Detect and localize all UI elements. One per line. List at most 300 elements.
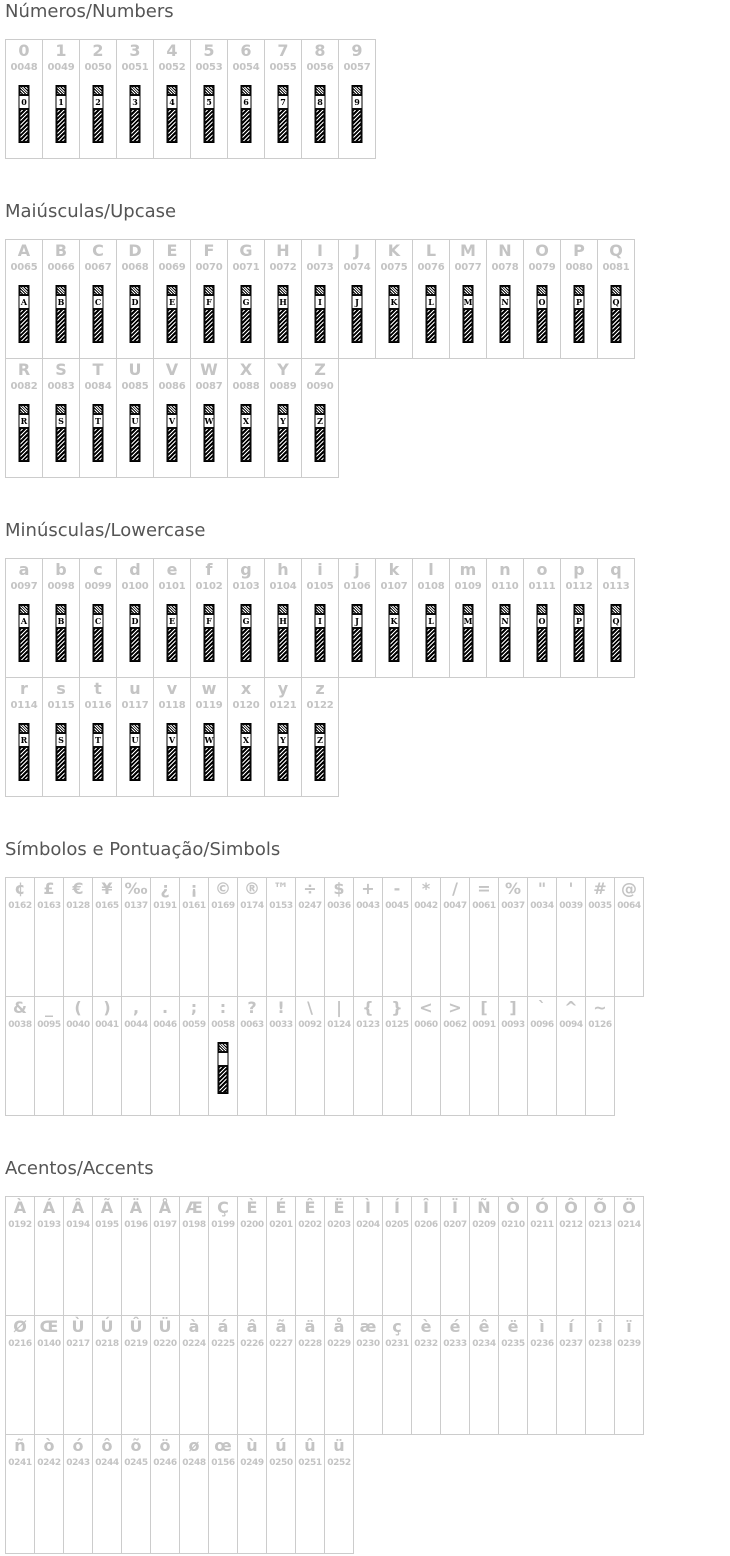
character-label: € [72,879,84,898]
character-label: ` [538,998,546,1017]
character-label: ä [304,1317,316,1336]
glyph-row [6,240,635,359]
character-label: k [388,560,400,579]
font-glyph-preview [278,285,289,343]
character-label: ã [275,1317,287,1336]
character-code: 0063 [240,1020,264,1030]
font-glyph-preview [56,604,67,662]
glyph-cell [209,1316,238,1435]
character-code: 0234 [472,1339,496,1349]
font-glyph-preview [167,723,178,781]
character-code: 0056 [306,62,334,73]
font-glyph-preview [278,404,289,462]
glyph-letter: F [206,297,212,307]
font-glyph-preview [315,723,326,781]
character-code: 0206 [414,1220,438,1230]
glyph-cell [383,1316,412,1435]
character-code: 0099 [84,581,112,592]
glyph-cell [325,997,354,1116]
character-label: L [425,241,437,260]
character-code: 0128 [66,901,90,911]
character-code: 0097 [10,581,38,592]
character-code: 0043 [356,901,380,911]
glyph-cell [154,359,191,478]
glyph-cell [151,878,180,997]
glyph-cell [43,678,80,797]
character-code: 0140 [37,1339,61,1349]
glyph-letter: Y [280,735,286,745]
glyph-cell [412,1316,441,1435]
character-label: Œ [39,1317,59,1336]
glyph-cell [265,559,302,678]
glyph-row [6,997,644,1116]
character-label: v [166,679,178,698]
character-label: [ [480,998,488,1017]
font-glyph-preview [463,604,474,662]
glyph-cell [180,997,209,1116]
glyph-cell [180,1316,209,1435]
character-code: 0247 [298,901,322,911]
character-code: 0115 [47,700,75,711]
glyph-row [6,40,376,159]
glyph-cell [117,359,154,478]
character-code: 0074 [343,262,371,273]
glyph-row [6,678,635,797]
glyph-cell [615,878,644,997]
glyph-letter: A [20,616,28,626]
character-code: 0114 [10,700,38,711]
character-code: 0089 [269,381,297,392]
glyph-cell [117,559,154,678]
character-code: 0165 [95,901,119,911]
glyph-cell [354,1197,383,1316]
character-label: â [246,1317,258,1336]
glyph-cell [296,1197,325,1316]
font-glyph-preview [167,404,178,462]
character-code: 0198 [182,1220,206,1230]
glyph-cell [6,559,43,678]
character-label: ? [247,998,257,1017]
font-glyph-preview [56,723,67,781]
character-code: 0124 [327,1020,351,1030]
character-label: ï [626,1317,632,1336]
character-code: 0120 [232,700,260,711]
glyph-cell [35,1435,64,1554]
glyph-row [6,359,635,478]
glyph-cell [191,240,228,359]
font-glyph-preview [278,85,289,143]
font-glyph-preview [611,604,622,662]
glyph-letter: Q [612,297,620,307]
glyph-cell [6,1435,35,1554]
font-glyph-preview [352,85,363,143]
character-label: à [188,1317,200,1336]
character-label: _ [45,998,53,1017]
glyph-letter: D [131,297,139,307]
character-code: 0224 [182,1339,206,1349]
glyph-letter [219,1053,228,1065]
glyph-cell [302,40,339,159]
glyph-cell [528,878,557,997]
character-label: Æ [185,1198,203,1217]
font-glyph-preview [19,285,30,343]
character-code: 0218 [95,1339,119,1349]
glyph-cell [64,1316,93,1435]
glyph-cell [296,997,325,1116]
character-code: 0106 [343,581,371,592]
character-code: 0110 [491,581,519,592]
glyph-cell [117,240,154,359]
character-code: 0194 [66,1220,90,1230]
font-glyph-preview [93,604,104,662]
glyph-letter: 1 [58,97,64,107]
character-label: , [132,998,140,1017]
character-code: 0094 [559,1020,583,1030]
glyph-cell [499,878,528,997]
glyph-cell [151,997,180,1116]
font-glyph-preview [130,404,141,462]
character-code: 0243 [66,1458,90,1468]
glyph-cell [296,878,325,997]
character-code: 0039 [559,901,583,911]
glyph-cell [154,678,191,797]
character-label: o [536,560,548,579]
glyph-cell [180,1197,209,1316]
glyph-cell [228,40,265,159]
character-label: 7 [277,41,289,60]
glyph-cell [528,997,557,1116]
glyph-letter: L [428,616,434,626]
font-glyph-preview [130,723,141,781]
glyph-grid [5,877,644,1116]
character-code: 0219 [124,1339,148,1349]
glyph-cell [228,240,265,359]
glyph-letter: X [242,416,250,426]
character-label: Ö [622,1198,636,1217]
character-code: 0236 [530,1339,554,1349]
section-0 [5,0,376,159]
glyph-letter: N [501,297,509,307]
font-glyph-preview [537,604,548,662]
glyph-cell [615,1197,644,1316]
glyph-letter: 4 [169,97,175,107]
character-label: Ù [71,1317,85,1336]
glyph-cell [267,1435,296,1554]
character-code: 0244 [95,1458,119,1468]
character-label: ) [103,998,111,1017]
character-code: 0033 [269,1020,293,1030]
glyph-cell [615,1316,644,1435]
glyph-cell [561,559,598,678]
glyph-cell [80,240,117,359]
character-label: t [94,679,102,698]
character-label: @ [621,879,637,898]
font-glyph-preview [167,604,178,662]
character-code: 0113 [602,581,630,592]
glyph-letter: J [353,615,362,627]
glyph-letter: E [168,616,176,626]
glyph-cell [43,559,80,678]
glyph-cell [180,1435,209,1554]
glyph-letter: C [94,297,102,307]
character-label: b [55,560,67,579]
glyph-cell [64,1435,93,1554]
character-label: Ê [304,1198,316,1217]
character-code: 0212 [559,1220,583,1230]
glyph-cell [191,678,228,797]
character-code: 0045 [385,901,409,911]
font-glyph-preview [389,604,400,662]
font-glyph-preview [93,723,104,781]
character-code: 0050 [84,62,112,73]
glyph-cell [296,1316,325,1435]
glyph-letter: G [242,616,250,626]
character-label: ì [539,1317,545,1336]
character-code: 0085 [121,381,149,392]
glyph-cell [6,678,43,797]
character-code: 0107 [380,581,408,592]
glyph-cell [412,1197,441,1316]
character-label: ç [392,1317,402,1336]
character-label: | [336,998,342,1017]
character-code: 0037 [501,901,525,911]
character-label: Ô [564,1198,578,1217]
glyph-cell [383,997,412,1116]
character-label: 0 [18,41,30,60]
glyph-cell [122,1435,151,1554]
glyph-cell [470,1316,499,1435]
font-glyph-preview [56,285,67,343]
glyph-cell [470,1197,499,1316]
character-code: 0162 [8,901,32,911]
character-code: 0202 [298,1220,322,1230]
character-label: ' [568,879,574,898]
glyph-cell [80,359,117,478]
character-code: 0091 [472,1020,496,1030]
character-label: ‰ [124,879,148,898]
character-label: l [428,560,434,579]
glyph-cell [35,878,64,997]
glyph-cell [6,359,43,478]
glyph-cell [35,1197,64,1316]
character-label: p [573,560,585,579]
section-title: Acentos/Accents [5,1158,154,1179]
font-glyph-preview [130,604,141,662]
glyph-cell [302,359,339,478]
character-label: } [391,998,403,1017]
glyph-cell [339,240,376,359]
glyph-cell [64,1197,93,1316]
glyph-letter: W [204,735,214,745]
font-glyph-preview [426,604,437,662]
character-label: j [354,560,360,579]
character-label: ô [101,1436,113,1455]
character-label: x [240,679,252,698]
glyph-letter: M [463,616,473,626]
character-label: Ë [333,1198,345,1217]
glyph-letter: T [95,735,101,745]
glyph-cell [93,1197,122,1316]
glyph-cell [441,997,470,1116]
character-label: S [55,360,67,379]
character-code: 0238 [588,1339,612,1349]
character-code: 0195 [95,1220,119,1230]
glyph-letter: Y [280,416,286,426]
glyph-cell [80,678,117,797]
character-label: Ò [506,1198,520,1217]
character-label: ~ [593,998,607,1017]
character-code: 0077 [454,262,482,273]
glyph-letter: 2 [95,97,101,107]
glyph-cell [93,1316,122,1435]
glyph-cell [122,878,151,997]
glyph-grid [5,39,376,159]
character-label: K [387,241,401,260]
glyph-letter: I [316,296,325,308]
glyph-cell [93,1435,122,1554]
glyph-cell [267,1316,296,1435]
character-label: Û [129,1317,143,1336]
character-code: 0112 [565,581,593,592]
character-code: 0209 [472,1220,496,1230]
glyph-letter: 0 [21,97,27,107]
character-label: R [17,360,31,379]
character-code: 0109 [454,581,482,592]
character-label: - [393,879,401,898]
character-code: 0231 [385,1339,409,1349]
character-label: $ [333,879,345,898]
glyph-cell [117,40,154,159]
character-label: c [93,560,103,579]
character-code: 0036 [327,901,351,911]
glyph-letter: V [168,735,176,745]
font-glyph-preview [463,285,474,343]
character-code: 0055 [269,62,297,73]
character-code: 0071 [232,262,260,273]
glyph-letter: R [20,735,28,745]
glyph-cell [238,997,267,1116]
glyph-cell [228,678,265,797]
font-glyph-preview [574,604,585,662]
glyph-letter: I [316,615,325,627]
glyph-letter: U [131,416,139,426]
font-glyph-preview [19,604,30,662]
character-code: 0087 [195,381,223,392]
character-code: 0111 [528,581,556,592]
character-code: 0100 [121,581,149,592]
character-label: ù [246,1436,258,1455]
glyph-cell [238,1435,267,1554]
character-code: 0068 [121,262,149,273]
character-code: 0246 [153,1458,177,1468]
character-label: F [203,241,215,260]
character-label: / [452,879,458,898]
character-label: ( [74,998,82,1017]
glyph-grid [5,239,635,478]
glyph-cell [238,1197,267,1316]
font-glyph-preview [204,723,215,781]
character-code: 0038 [8,1020,32,1030]
character-label: û [304,1436,316,1455]
glyph-cell [228,559,265,678]
character-code: 0101 [158,581,186,592]
character-label: u [129,679,141,698]
glyph-cell [265,359,302,478]
font-glyph-preview [241,604,252,662]
font-glyph-preview [278,604,289,662]
font-glyph-preview [93,85,104,143]
character-label: á [217,1317,229,1336]
character-code: 0125 [385,1020,409,1030]
glyph-cell [441,878,470,997]
character-code: 0245 [124,1458,148,1468]
glyph-cell [6,878,35,997]
glyph-cell [238,878,267,997]
character-label: 3 [129,41,141,60]
glyph-row [6,1435,644,1554]
character-code: 0230 [356,1339,380,1349]
font-glyph-preview [204,285,215,343]
character-label: 5 [203,41,215,60]
glyph-cell [35,997,64,1116]
character-code: 0156 [211,1458,235,1468]
character-label: d [129,560,141,579]
character-label: Ñ [477,1198,491,1217]
glyph-cell [499,1197,528,1316]
character-code: 0083 [47,381,75,392]
font-glyph-preview [204,85,215,143]
character-label: ] [509,998,517,1017]
character-code: 0054 [232,62,260,73]
glyph-cell [209,1197,238,1316]
glyph-letter: Q [612,616,620,626]
character-code: 0233 [443,1339,467,1349]
glyph-cell [151,1197,180,1316]
character-label: î [597,1317,603,1336]
character-code: 0207 [443,1220,467,1230]
character-label: 9 [351,41,363,60]
character-code: 0251 [298,1458,322,1468]
glyph-cell [228,359,265,478]
character-code: 0075 [380,262,408,273]
glyph-cell [209,1435,238,1554]
glyph-letter: O [538,297,546,307]
font-glyph-preview [352,604,363,662]
character-code: 0214 [617,1220,641,1230]
character-label: Z [314,360,326,379]
glyph-cell [413,559,450,678]
character-label: ; [190,998,198,1017]
font-glyph-preview [315,85,326,143]
character-code: 0065 [10,262,38,273]
character-label: è [420,1317,432,1336]
glyph-grid [5,558,635,797]
glyph-cell [6,240,43,359]
font-glyph-preview [167,85,178,143]
character-code: 0119 [195,700,223,711]
font-glyph-preview [241,404,252,462]
character-code: 0241 [8,1458,32,1468]
glyph-cell [151,1316,180,1435]
character-label: : [219,998,227,1017]
character-code: 0192 [8,1220,32,1230]
character-label: Ü [158,1317,172,1336]
character-code: 0096 [530,1020,554,1030]
font-glyph-preview [204,604,215,662]
glyph-letter: K [390,297,398,307]
character-label: I [317,241,323,260]
glyph-cell [43,40,80,159]
